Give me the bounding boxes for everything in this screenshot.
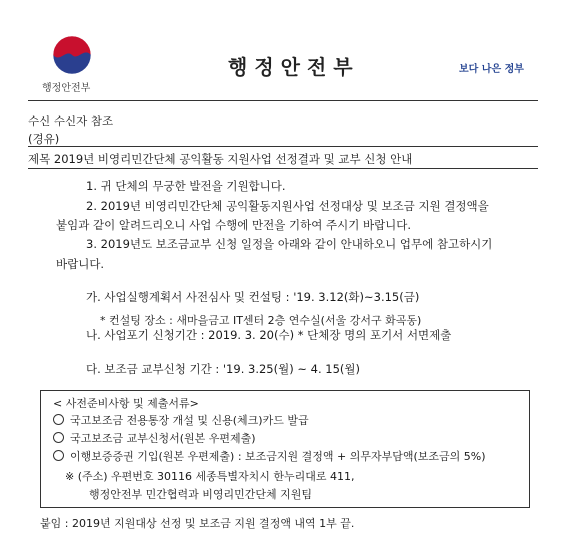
circle-bullet-icon — [53, 450, 64, 461]
address-line-2: 행정안전부 민간협력과 비영리민간단체 지원팀 — [89, 488, 313, 501]
ministry-title: 행정안전부 — [228, 55, 360, 79]
circle-bullet-icon — [53, 414, 64, 425]
schedule-item-ga-note: * 컨설팅 장소 : 새마을금고 IT센터 2층 연수실(서울 강서구 화곡동) — [100, 314, 422, 327]
schedule-item-na: 나. 사업포기 신청기간 : 2019. 3. 20(수) * 단체장 명의 포기서 서면제출 — [86, 328, 452, 342]
header-divider — [28, 100, 538, 101]
schedule-item-ga: 가. 사업실행계획서 사전심사 및 컨설팅 : '19. 3.12(화)~3.15(금) — [86, 290, 420, 304]
paragraph-2a: 2. 2019년 비영리민간단체 공익활동지원사업 선정대상 및 보조금 지원 결정액을 — [86, 199, 489, 213]
subject-top-divider — [28, 146, 538, 147]
preparation-box — [40, 390, 530, 508]
attachment-line: 붙임 : 2019년 지원대상 선정 및 보조금 지원 결정액 내역 1부 끝. — [40, 517, 355, 530]
address-line-1: ※ (주소) 우편번호 30116 세종특별자치시 한누리대로 411, — [65, 470, 355, 483]
subject-line: 제목 2019년 비영리민간단체 공익활동 지원사업 선정결과 및 교부 신청 안내 — [28, 152, 413, 166]
paragraph-3a: 3. 2019년도 보조금교부 신청 일정을 아래와 같이 안내하오니 업무에 참고하시기 — [86, 237, 493, 251]
paragraph-3b: 바랍니다. — [56, 257, 105, 271]
box-list-item: 이행보증증권 기입(원본 우편제출) : 보조금지원 결정액 + 의무자부담액(보조금의 5%) — [53, 448, 486, 464]
via-line: (경유) — [28, 132, 60, 146]
circle-bullet-icon — [53, 432, 64, 443]
government-emblem-icon — [52, 35, 92, 75]
box-list-item: 국고보조금 전용통장 개설 및 신용(체크)카드 발급 — [53, 412, 309, 428]
schedule-item-da: 다. 보조금 교부신청 기간 : '19. 3.25(월) ~ 4. 15(월) — [86, 362, 360, 376]
logo-caption: 행정안전부 — [42, 83, 91, 94]
slogan-text: 보다 나은 정부 — [459, 64, 524, 75]
paragraph-1: 1. 귀 단체의 무궁한 발전을 기원합니다. — [86, 179, 286, 193]
subject-bottom-divider — [28, 168, 538, 169]
recipient-line: 수신 수신자 참조 — [28, 114, 114, 128]
box-title: < 사전준비사항 및 제출서류> — [53, 397, 199, 410]
box-list-item: 국고보조금 교부신청서(원본 우편제출) — [53, 430, 256, 446]
paragraph-2b: 붙임과 같이 알려드리오니 사업 수행에 만전을 기하여 주시기 바랍니다. — [56, 218, 412, 232]
